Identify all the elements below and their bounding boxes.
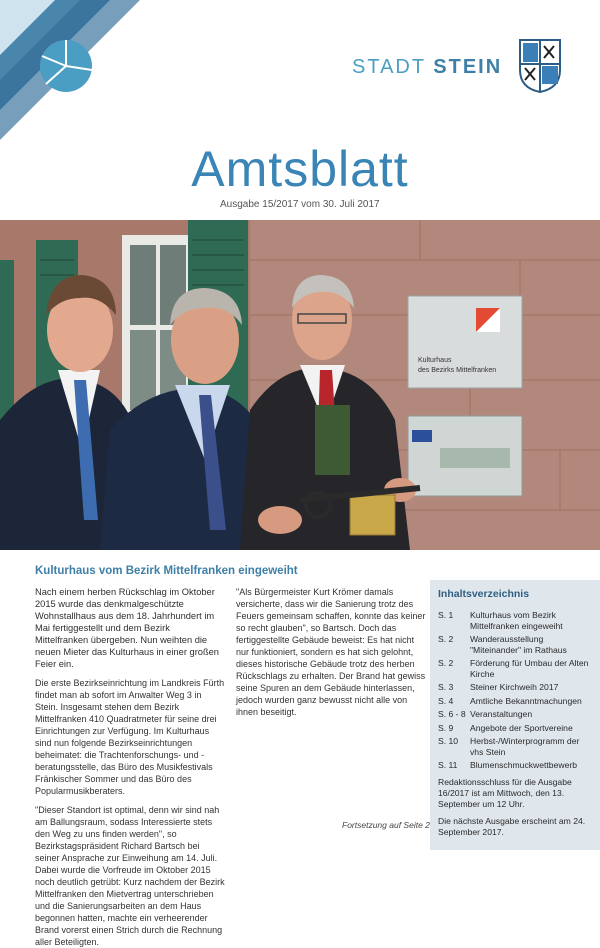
toc-item[interactable]: [438, 634, 594, 655]
toc-text: Veranstaltungen: [470, 709, 533, 719]
toc-item[interactable]: [438, 696, 594, 707]
table-of-contents: [430, 580, 600, 850]
toc-text: Blumenschmuckwettbewerb: [470, 760, 577, 770]
article-headline: Kulturhaus vom Bezirk Mittelfranken eingeweiht: [35, 565, 298, 577]
next-issue-note: Die nächste Ausgabe erscheint am 24. September 2017.: [438, 815, 586, 837]
toc-text: Steiner Kirchweih 2017: [470, 682, 559, 692]
continued-note: Fortsetzung auf Seite 2: [342, 820, 430, 830]
page-title: Amtsblatt: [191, 141, 409, 197]
toc-page: S. 2: [438, 658, 454, 668]
deadline-note: Redaktionsschluss für die Ausgabe 16/2017 ist am Mittwoch, den 13. September um 12 Uhr.: [438, 776, 572, 809]
article-paragraph-3: "Als Bürgermeister Kurt Krömer damals versicherte, dass wir die Sanierung trotz des Feuers gemeinsam schaffen, konnte das keiner so recht glauben", so Bartsch. Doch das fertiggestellte Gebäude beweist: Es hat nicht nur funktioniert, sondern es hat sich gelohnt, dieses historische Gebäude trotz des herben Rückschlags zu erhalten. Der Brand hat gewiss seine Spuren an dem Gebäude hinterlassen, jedoch wurden ganz bewusst nicht alle von ihnen beseitigt.: [236, 587, 426, 717]
issue-date: Ausgabe 15/2017 vom 30. Juli 2017: [220, 199, 380, 210]
cover-photo: [0, 220, 600, 550]
toc-item[interactable]: [438, 760, 594, 771]
toc-page: S. 11: [438, 760, 458, 770]
article-paragraph-1: Die erste Bezirkseinrichtung im Landkreis Fürth findet man ab sofort im Anwalter Weg 3 in Stein. Insgesamt stehen dem Bezirk Mittelfranken 410 Quadratmeter für seine drei Einrichtungen zur Verfügung. Im Kulturhaus sind nun folgende Bezirkseinrichtungen beheimatet: die Trachtenforschungs- und -beratungsstelle, das Büro des Musikfestivals Fränkischer Sommer und das Büro des Popularmusikberaters.: [35, 678, 225, 796]
toc-item[interactable]: [438, 723, 594, 734]
plaque-line1: Kulturhaus: [418, 357, 452, 364]
toc-item[interactable]: [438, 682, 594, 693]
toc-page: S. 6 - 8: [438, 709, 466, 719]
toc-page: S. 10: [438, 736, 459, 746]
toc-page: S. 1: [438, 610, 454, 620]
toc-page: S. 2: [438, 634, 454, 644]
brand-bold: STEIN: [433, 56, 503, 78]
plaque-line2: des Bezirks Mittelfranken: [418, 367, 497, 374]
toc-page: S. 9: [438, 722, 454, 733]
toc-item[interactable]: [438, 610, 594, 631]
toc-item[interactable]: [438, 709, 594, 720]
toc-text: Kulturhaus vom Bezirk Mittelfranken eingeweiht: [470, 610, 563, 631]
toc-text: Angebote der Sportvereine: [470, 722, 573, 733]
toc-item[interactable]: [438, 658, 594, 679]
article-column-1: [35, 586, 225, 947]
article-paragraph-2: "Dieser Standort ist optimal, denn wir sind nah am Ballungsraum, sodass Interessierte stets den Weg zu uns finden werden", so Bezirkstagspräsident Richard Bartsch bei seiner Ansprache zur Einweihung am 14. Juli. Dabei wurde die Vorfreude im Oktober 2015 noch deutlich getrübt: Kurz nachdem der Bezirk Mittelfranken den Mietvertrag unterschrieben und die Sanierungsarbeiten an dem Haus begonnen hatten, machte ein verheerender Brand vorerst einen Strich durch die Rechnung aller Beteiligten.: [35, 805, 225, 947]
toc-text: Herbst-/Winterprogramm der vhs Stein: [470, 736, 580, 757]
brand-light: STADT: [352, 56, 426, 78]
toc-text: Förderung für Umbau der Alten Kirche: [470, 658, 589, 679]
toc-page: S. 3: [438, 682, 454, 692]
article-lead: Nach einem herben Rückschlag im Oktober 2015 wurde das denkmalgeschützte Wohnstallhaus aus dem 18. Jahrhundert im Mai fertiggestellt und dem Bezirk Mittelfranken übergeben. Nun weihten die neuen Mieter das Kulturhaus in einer großen Feier ein.: [35, 587, 219, 669]
town-brand: [352, 56, 502, 79]
article-column-2: [236, 586, 426, 725]
toc-page: S. 4: [438, 695, 454, 706]
toc-title: Inhaltsverzeichnis: [438, 588, 530, 600]
toc-text: Amtliche Bekanntmachungen: [470, 695, 582, 706]
toc-text: Wanderausstellung "Miteinander" im Rathaus: [470, 634, 567, 655]
coat-of-arms-icon: [516, 36, 564, 94]
corner-graphic: [0, 0, 140, 140]
toc-item[interactable]: [438, 736, 594, 757]
